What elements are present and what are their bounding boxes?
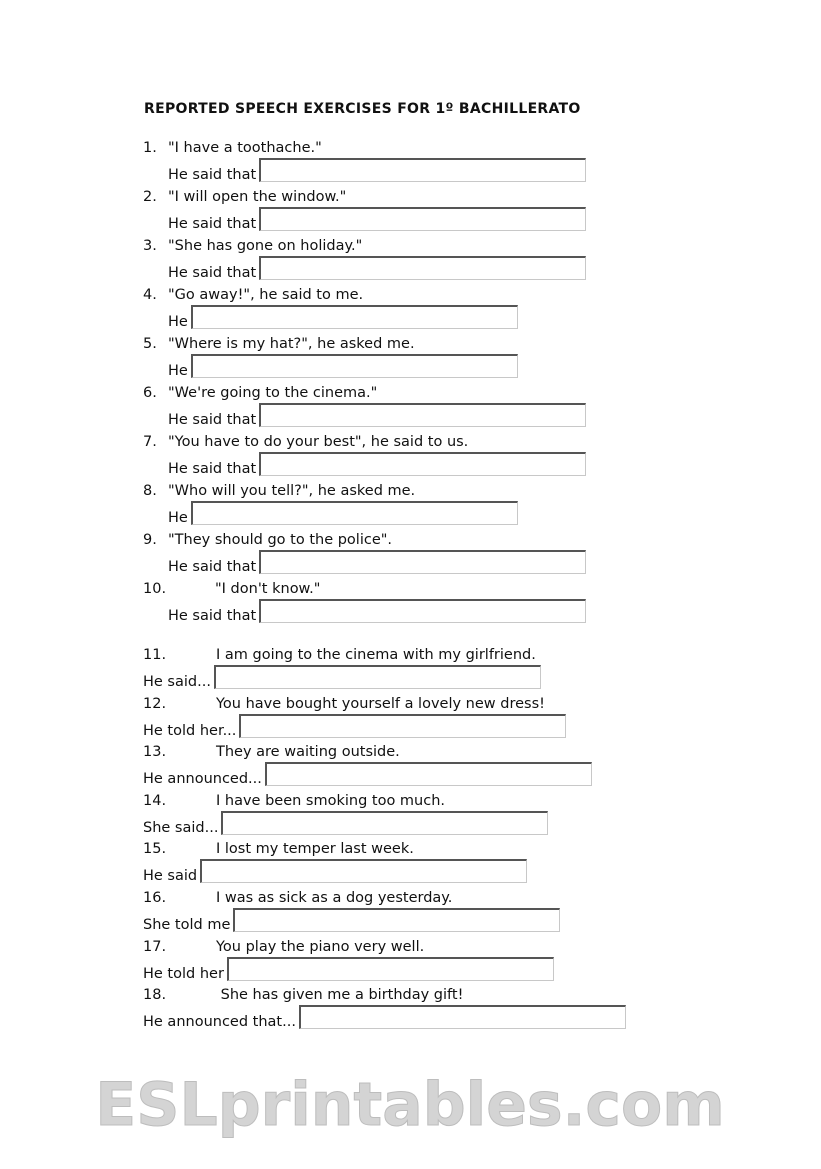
exercise-item bbox=[143, 385, 703, 434]
exercise-sentence: "Where is my hat?", he asked me. bbox=[168, 336, 415, 352]
exercise-item bbox=[143, 532, 703, 581]
exercise-sentence: They are waiting outside. bbox=[216, 744, 400, 761]
exercise-number: 5. bbox=[143, 336, 157, 352]
answer-row bbox=[168, 158, 586, 184]
answer-row bbox=[143, 1005, 626, 1031]
exercise-item bbox=[143, 939, 703, 988]
exercise-prompt bbox=[143, 238, 362, 255]
exercise-number: 13. bbox=[143, 744, 167, 761]
exercise-item bbox=[143, 647, 703, 696]
exercise-sentence: You have bought yourself a lovely new dress! bbox=[216, 695, 545, 712]
exercise-item bbox=[143, 744, 703, 793]
exercise-number: 6. bbox=[143, 385, 157, 401]
exercise-item bbox=[143, 287, 703, 336]
exercise-item bbox=[143, 696, 703, 745]
watermark-logo bbox=[0, 1050, 821, 1160]
answer-input[interactable] bbox=[265, 762, 592, 786]
exercise-number: 8. bbox=[143, 483, 157, 499]
exercise-item bbox=[143, 793, 703, 842]
exercise-number: 12. bbox=[143, 695, 167, 712]
exercise-prompt bbox=[143, 647, 536, 664]
reporting-label: He said that bbox=[168, 461, 257, 477]
exercise-prompt bbox=[143, 841, 414, 858]
reporting-label: He said that bbox=[168, 167, 257, 183]
exercise-sentence: "They should go to the police". bbox=[168, 532, 393, 548]
exercise-number: 18. bbox=[143, 987, 167, 1004]
exercise-prompt bbox=[143, 140, 322, 157]
reporting-label: He said that bbox=[168, 216, 257, 232]
exercise-item bbox=[143, 483, 703, 532]
answer-row bbox=[168, 256, 586, 282]
answer-input[interactable] bbox=[259, 550, 586, 574]
answer-row bbox=[168, 452, 586, 478]
reporting-label: He bbox=[168, 510, 188, 526]
answer-input[interactable] bbox=[239, 714, 566, 738]
exercise-number: 9. bbox=[143, 532, 157, 548]
reporting-label: He bbox=[168, 314, 188, 330]
exercise-number: 2. bbox=[143, 189, 157, 205]
answer-input[interactable] bbox=[214, 665, 541, 689]
exercise-number: 15. bbox=[143, 841, 167, 858]
exercise-prompt bbox=[143, 793, 445, 810]
exercise-prompt bbox=[143, 189, 346, 206]
reporting-label: He said that bbox=[168, 608, 257, 624]
exercise-prompt bbox=[143, 287, 363, 304]
exercise-sentence: You play the piano very well. bbox=[216, 938, 425, 955]
exercise-number: 1. bbox=[143, 140, 157, 156]
answer-input[interactable] bbox=[259, 158, 586, 182]
exercise-item bbox=[143, 987, 703, 1036]
answer-input[interactable] bbox=[221, 811, 548, 835]
answer-row bbox=[168, 403, 586, 429]
exercise-item bbox=[143, 890, 703, 939]
answer-input[interactable] bbox=[200, 859, 527, 883]
reporting-label: He said that bbox=[168, 412, 257, 428]
answer-row bbox=[143, 859, 527, 885]
exercise-prompt bbox=[143, 483, 415, 500]
exercise-sentence: "Go away!", he said to me. bbox=[168, 287, 364, 303]
exercise-sentence: I lost my temper last week. bbox=[216, 841, 414, 858]
answer-input[interactable] bbox=[299, 1005, 626, 1029]
reporting-label: He announced that... bbox=[143, 1014, 296, 1031]
worksheet-title: REPORTED SPEECH EXERCISES FOR 1º BACHILLERATO bbox=[144, 101, 581, 117]
reporting-label: He told her bbox=[143, 965, 224, 982]
answer-row bbox=[168, 550, 586, 576]
answer-input[interactable] bbox=[259, 599, 586, 623]
answer-input[interactable] bbox=[259, 256, 586, 280]
reporting-label: He told her... bbox=[143, 722, 237, 739]
exercise-number: 14. bbox=[143, 792, 167, 809]
answer-row bbox=[143, 714, 566, 740]
exercise-sentence: "We're going to the cinema." bbox=[168, 385, 378, 401]
exercise-sentence: "Who will you tell?", he asked me. bbox=[168, 483, 416, 499]
exercise-prompt bbox=[143, 939, 424, 956]
answer-row bbox=[143, 957, 554, 983]
answer-row bbox=[168, 207, 586, 233]
exercise-sentence: "I will open the window." bbox=[168, 189, 347, 205]
answer-input[interactable] bbox=[259, 207, 586, 231]
exercise-item bbox=[143, 189, 703, 238]
exercise-number: 7. bbox=[143, 434, 157, 450]
exercise-prompt bbox=[143, 336, 415, 353]
exercise-number: 4. bbox=[143, 287, 157, 303]
watermark-text: ESLprintables.com bbox=[95, 1070, 725, 1140]
exercise-sentence: "I have a toothache." bbox=[168, 140, 322, 156]
exercise-prompt bbox=[143, 532, 392, 549]
answer-input[interactable] bbox=[191, 305, 518, 329]
answer-row bbox=[168, 305, 518, 331]
exercise-number: 3. bbox=[143, 238, 157, 254]
answer-row bbox=[168, 501, 518, 527]
answer-input[interactable] bbox=[227, 957, 554, 981]
exercise-prompt bbox=[143, 890, 452, 907]
exercise-sentence: "I don't know." bbox=[215, 581, 321, 597]
answer-input[interactable] bbox=[191, 354, 518, 378]
answer-row bbox=[168, 599, 586, 625]
reporting-label: He announced... bbox=[143, 771, 262, 788]
exercise-sentence: I am going to the cinema with my girlfriend. bbox=[216, 647, 536, 663]
exercise-number: 17. bbox=[143, 938, 167, 955]
exercise-item bbox=[143, 841, 703, 890]
answer-row bbox=[143, 811, 548, 837]
answer-input[interactable] bbox=[259, 452, 586, 476]
exercise-prompt bbox=[143, 696, 545, 713]
exercise-sentence: I was as sick as a dog yesterday. bbox=[216, 890, 453, 906]
answer-input[interactable] bbox=[191, 501, 518, 525]
reporting-label: She said... bbox=[143, 819, 219, 836]
exercise-sentence: "She has gone on holiday." bbox=[168, 238, 363, 254]
exercise-prompt bbox=[143, 987, 463, 1004]
reporting-label: He said that bbox=[168, 265, 257, 281]
exercise-prompt bbox=[143, 434, 468, 451]
answer-row bbox=[143, 665, 541, 691]
reporting-label: He said... bbox=[143, 674, 211, 690]
exercise-item bbox=[143, 336, 703, 385]
exercise-item bbox=[143, 140, 703, 189]
reporting-label: He said bbox=[143, 868, 198, 885]
exercise-item bbox=[143, 434, 703, 483]
answer-input[interactable] bbox=[259, 403, 586, 427]
exercise-number: 10. bbox=[143, 581, 167, 597]
exercise-prompt bbox=[143, 744, 400, 761]
exercise-number: 11. bbox=[143, 647, 167, 663]
exercise-sentence: I have been smoking too much. bbox=[216, 792, 446, 809]
exercise-sentence: "You have to do your best", he said to us. bbox=[168, 434, 469, 450]
exercise-item bbox=[143, 238, 703, 287]
answer-row bbox=[168, 354, 518, 380]
answer-input[interactable] bbox=[233, 908, 560, 932]
reporting-label: She told me bbox=[143, 917, 231, 933]
reporting-label: He bbox=[168, 363, 188, 379]
exercise-number: 16. bbox=[143, 890, 167, 906]
exercise-sentence: She has given me a birthday gift! bbox=[216, 987, 464, 1004]
exercise-item bbox=[143, 581, 703, 630]
answer-row bbox=[143, 908, 560, 934]
answer-row bbox=[143, 762, 592, 788]
exercise-prompt bbox=[143, 581, 320, 598]
exercise-prompt bbox=[143, 385, 377, 402]
reporting-label: He said that bbox=[168, 559, 257, 575]
